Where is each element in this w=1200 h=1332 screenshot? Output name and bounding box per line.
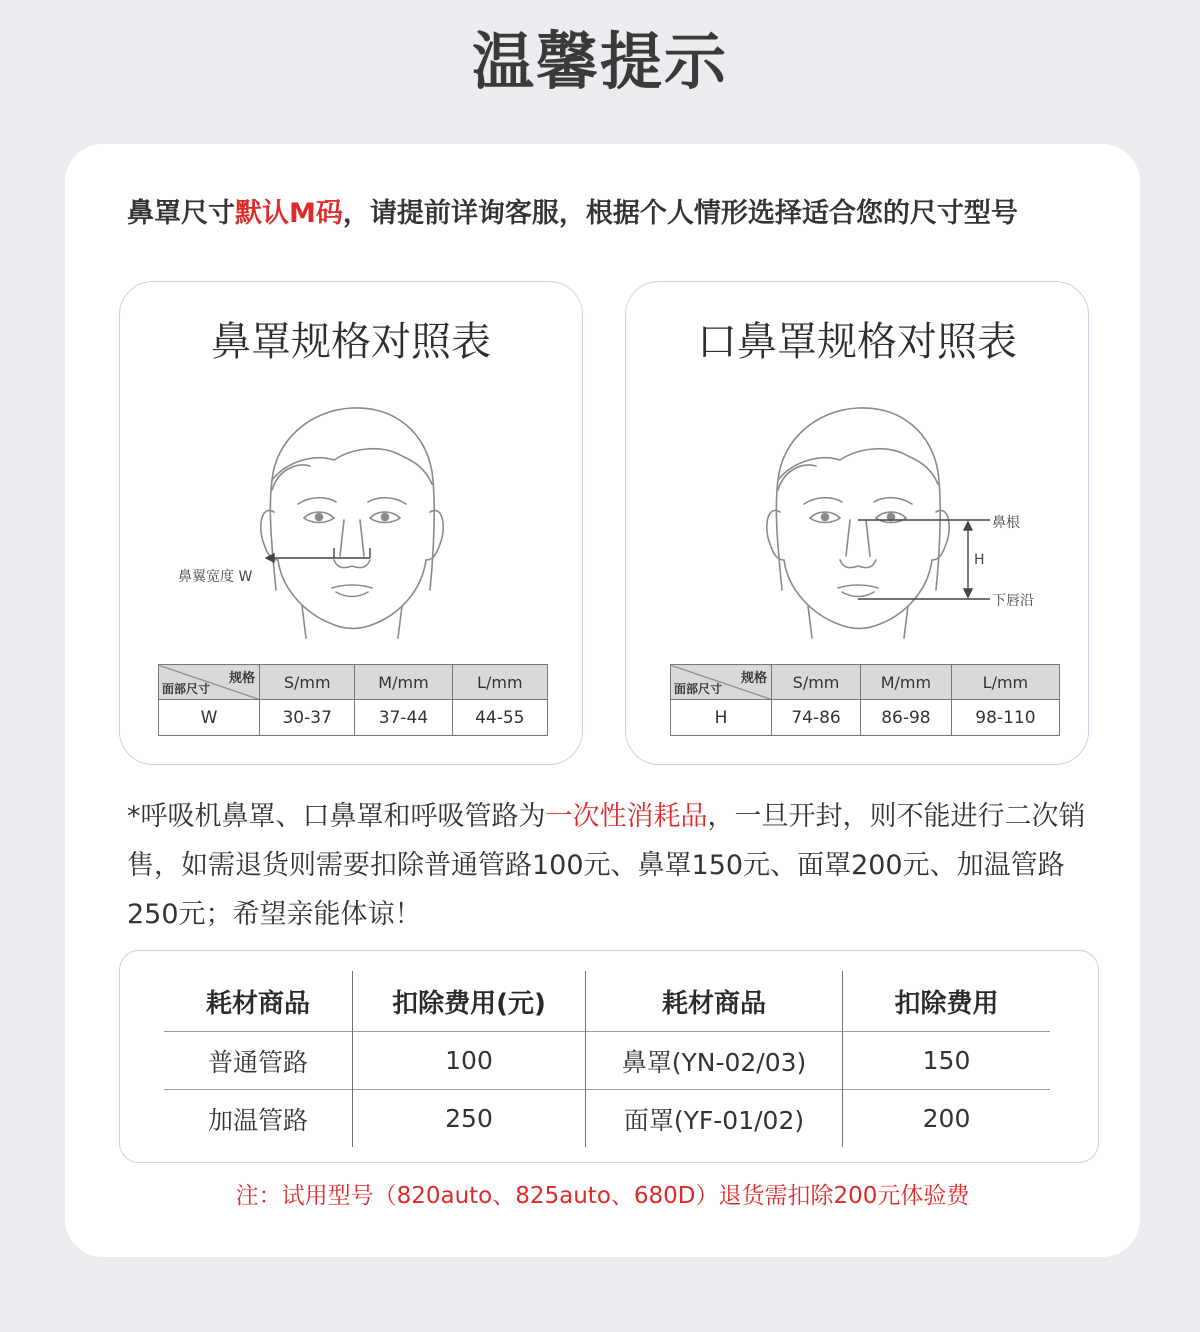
fee-cell: 加温管路 <box>164 1090 353 1148</box>
header-spec: 规格 <box>228 671 255 686</box>
table-diagonal-header <box>671 665 772 700</box>
height-label: H <box>974 552 985 568</box>
table-diagonal-header <box>159 665 260 700</box>
fee-cell: 250 <box>353 1090 586 1148</box>
fee-cell: 面罩(YF-01/02) <box>586 1090 843 1148</box>
intro-prefix: 鼻罩尺寸 <box>127 198 235 229</box>
header-face: 面部尺寸 <box>162 682 211 696</box>
intro-suffix: ，请提前详询客服，根据个人情形选择适合您的尺寸型号 <box>342 198 1018 229</box>
return-notice <box>127 792 1102 939</box>
notice-part2: ，一旦开封，则不能进行二次销售，如需退货则需要扣除普通管路100元、鼻罩150元、面罩200元、加温管路250元；希望亲能体谅！ <box>127 801 1086 930</box>
fee-header: 耗材商品 <box>586 971 843 1032</box>
value-l: 44-55 <box>452 700 547 736</box>
table-row <box>164 1032 1050 1090</box>
col-l: L/mm <box>951 665 1059 700</box>
fee-cell: 100 <box>353 1032 586 1090</box>
fee-header: 扣除费用(元) <box>353 971 586 1032</box>
face-illustration-nasal <box>120 400 584 640</box>
fullface-chart-title: 口鼻罩规格对照表 <box>697 319 1017 365</box>
fullface-size-table <box>670 664 1060 736</box>
page-title: 温馨提示 <box>471 25 728 98</box>
fee-cell: 200 <box>843 1090 1051 1148</box>
nasal-size-table <box>158 664 548 736</box>
row-label: H <box>671 700 772 736</box>
trial-footnote: 注：试用型号（820auto、825auto、680D）退货需扣除200元体验费 <box>235 1183 970 1209</box>
nose-root-label: 鼻根 <box>992 515 1020 531</box>
fullface-mask-panel <box>625 281 1089 765</box>
intro-highlight: 默认M码 <box>235 198 343 229</box>
value-s: 74-86 <box>772 700 861 736</box>
col-s: S/mm <box>260 665 355 700</box>
table-row <box>164 1090 1050 1148</box>
notice-highlight: 一次性消耗品 <box>545 801 708 832</box>
fee-cell: 普通管路 <box>164 1032 353 1090</box>
col-m: M/mm <box>861 665 952 700</box>
fee-table <box>164 971 1050 1147</box>
fee-header-row <box>164 971 1050 1032</box>
col-m: M/mm <box>355 665 452 700</box>
header-spec: 规格 <box>740 671 767 686</box>
value-m: 37-44 <box>355 700 452 736</box>
intro-text <box>127 194 1107 234</box>
content-card <box>65 144 1140 1257</box>
notice-part1: *呼吸机鼻罩、口鼻罩和呼吸管路为 <box>127 801 546 832</box>
value-s: 30-37 <box>260 700 355 736</box>
lower-lip-label: 下唇沿 <box>992 593 1034 609</box>
nasal-chart-title: 鼻罩规格对照表 <box>211 319 491 365</box>
fee-table-box <box>119 950 1099 1163</box>
fee-header: 耗材商品 <box>205 988 310 1019</box>
nasal-width-label: 鼻翼宽度 W <box>178 569 253 585</box>
row-label: W <box>159 700 260 736</box>
fee-header: 扣除费用 <box>843 971 1051 1032</box>
col-s: S/mm <box>772 665 861 700</box>
value-m: 86-98 <box>861 700 952 736</box>
fee-cell: 鼻罩(YN-02/03) <box>586 1032 843 1090</box>
col-l: L/mm <box>452 665 547 700</box>
header-face: 面部尺寸 <box>674 682 723 696</box>
nasal-mask-panel <box>119 281 583 765</box>
fee-cell: 150 <box>843 1032 1051 1090</box>
value-l: 98-110 <box>951 700 1059 736</box>
